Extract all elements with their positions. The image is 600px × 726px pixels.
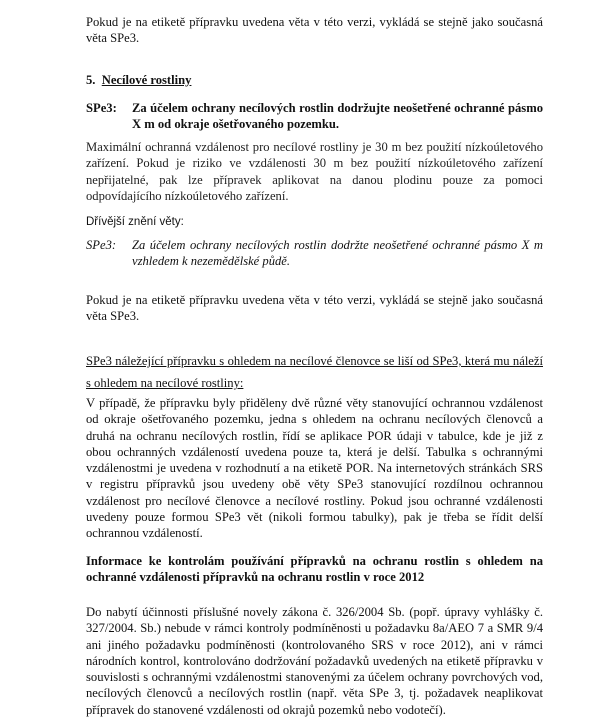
section-heading (86, 72, 543, 88)
info-paragraph: Do nabytí účinnosti příslušné novely zákona č. 326/2004 Sb. (popř. úpravy vyhlášky č. 327/2004. Sb.) nebude v rámci kontroly podmíněnosti u požadavku 8a/AEO 7 a SMR 9/4 ani jiného požadavku podmíněnosti (kontrolovaného SRS v roce 2012), ani v rámci národních kontrol, kontrolováno dodržování požadavků uvedených na etiketě přípravku v souvislosti s ochrannými vzdálenostmi stanovenými za účelem ochrany povrchových vod, necílových členovců a necílových rostlin (např. věta SPe 3, tj. požadavek neaplikovat přípravek do stanovené vzdálenosti od okrajů pozemků nebo vodotečí). (86, 605, 543, 717)
differs-heading: SPe3 náležející přípravku s ohledem na necílové členovce se liší od SPe3, která mu náleží s ohledem na necílové rostliny: (86, 354, 543, 390)
current-phrase (86, 100, 543, 133)
phrase-code: SPe3: (86, 101, 117, 115)
former-phrase (86, 237, 543, 270)
section-number: 5. (86, 73, 96, 87)
max-distance-paragraph: Maximální ochranná vzdálenost pro necílové rostliny je 30 m bez použití nízkoúletového zařízení. Pokud je riziko ve vzdálenosti 30 m bez použití nízkoúletového zařízení nepřijatelné, pak lze přípravek aplikovat na danou plodinu pouze za pomoci odpovídajícího nízkoúletového zařízení. (86, 140, 543, 203)
former-phrase-text: Za účelem ochrany necílových rostlin dodržte neošetřené ochranné pásmo X m vzhledem k nezemědělské půdě. (132, 238, 543, 269)
phrase-text: Za účelem ochrany necílových rostlin dodržujte neošetřené ochranné pásmo X m od okraje ošetřovaného pozemku. (132, 101, 543, 132)
differs-paragraph: V případě, že přípravku byly přiděleny dvě různé věty stanovující ochrannou vzdálenost od okraje ošetřovaného pozemku, jedna s ohledem na ochranu necílových členovců a druhá na ochranu necílových rostlin, řídí se aplikace POR údaji v tabulce, kde je již z obou ochranných vzdáleností uvedena pouze ta, která je delší. Tabulka s ochrannými vzdálenostmi je uvedena v rozhodnutí a na etiketě POR. Na internetových stránkách SRS v registru přípravků jsou uvedeny obě věty SPe3 stanovující rozdílnou ochrannou vzdálenost pro necílové členovce a necílové rostliny. Pokud jsou ochranné vzdálenosti uvedeny pouze formou SPe3 vět (nikoli formou tabulky), pak je třeba se řídit delší ochrannou vzdáleností. (86, 396, 543, 541)
section-title: Necílové rostliny (101, 73, 192, 87)
former-phrase-code: SPe3: (86, 238, 117, 252)
info-heading: Informace ke kontrolám používání přípravků na ochranu rostlin s ohledem na ochranné vzdálenosti přípravků na ochranu rostlin v roce 2012 (86, 554, 543, 585)
repeat-paragraph: Pokud je na etiketě přípravku uvedena věta v této verzi, vykládá se stejně jako současná věta SPe3. (86, 293, 543, 324)
former-wording-label: Dřívější znění věty: (86, 216, 184, 228)
intro-paragraph: Pokud je na etiketě přípravku uvedena věta v této verzi, vykládá se stejně jako současná věta SPe3. (86, 15, 543, 46)
